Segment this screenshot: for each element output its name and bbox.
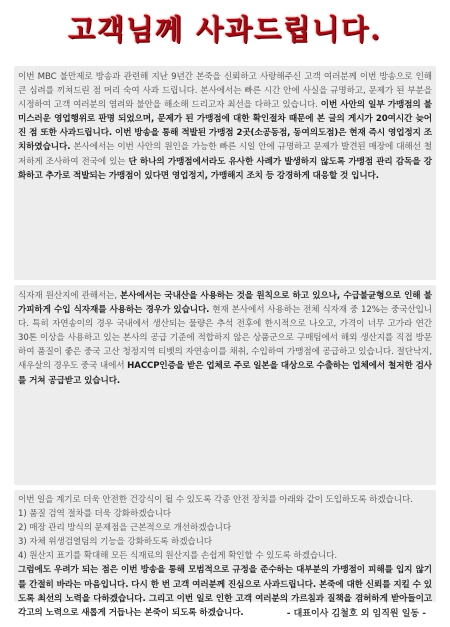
signature: - 대표이사 김철호 외 임직원 일동 - xyxy=(286,609,426,619)
measures-intro: 이번 일을 계기로 더욱 안전한 건강식이 될 수 있도록 각종 안전 장치를 아래와 같이 도입하도록 하겠습니다. xyxy=(18,495,413,505)
text-run: 이번 MBC 불만제로 방송과 관련해 지난 9년간 본죽을 신뢰하고 사랑해주신 고객 여러분께 이번 방송으로 인해 큰 심려를 끼쳐드린 점 머리 숙여 사과 드립니다. 본사에서는 빠른 시간 안에 사실을 규명하고, 문제가 된 부분을 시정하여 고객 여러분의 염려와 불안을 해소해 드리고자 최선을 다하고 있습니다. xyxy=(18,72,432,111)
text-run-bold: 본사에서는 국내산을 사용하는 것을 원칙으로 하고 있으나, 수급불균형으로 인해 불가피하게 수입 식자재를 사용하는 경우가 있습니다. xyxy=(18,291,432,316)
measure-item: 1) 품질 검역 절차를 더욱 강화하겠습니다 xyxy=(18,509,172,520)
page-title: 고객님께 사과드립니다. xyxy=(68,13,382,46)
measure-item: 2) 매장 관리 방식의 문제점을 근본적으로 개선하겠습니다 xyxy=(18,523,232,534)
text-run: 식자재 원산지에 관해서는, xyxy=(18,291,121,301)
measures-paragraph xyxy=(18,493,432,620)
text-run-bold: 이번 사안의 일부 가맹점의 불미스러운 영업행위로 판명 되었으며, 문제가 된 가맹점에 대한 확인절차 때문에 본 글의 게시가 20여시간 늦어진 점 또한 사과드립니다. 이번 방송을 통해 적발된 가맹점 2곳(소공동점, 동여의도점)은 현재 즉시 영업정지 조치하였습니다. xyxy=(18,100,432,153)
text-run-bold: 단 하나의 가맹점에서라도 유사한 사례가 발생하지 않도록 가맹점 관리 감독을 강화하고 추가로 적발되는 가맹점이 있다면 영업정지, 가맹해지 조치 등 강경하게 대응할 것 입니다. xyxy=(18,156,432,181)
measure-item: 3) 자체 위생검열팀의 기능을 강화하도록 하겠습니다 xyxy=(18,537,213,548)
text-run-bold: HACCP인증을 받은 업체로 주로 일본을 대상으로 수출하는 업체에서 철저한 검사를 거쳐 공급받고 있습니다. xyxy=(18,361,432,386)
text-run: 본사에서는 이번 사안의 원인을 가능한 빠른 시일 안에 규명하고 문제가 발견된 매장에 대해선 철저하게 조사하여 전국에 있는 xyxy=(18,142,432,167)
origin-paragraph xyxy=(18,289,432,388)
apology-paragraph xyxy=(18,70,432,183)
measure-item: 4) 원산지 표기를 확대해 모든 식재료의 원산지를 손쉽게 확인할 수 있도록 하겠습니다. xyxy=(18,551,338,562)
text-run: 현재 본사에서 사용하는 전체 식자재 중 12%는 중국산입니다. 특히 자연송이의 경우 국내에서 생산되는 물량은 추석 전후에 한시적으로 나오고, 가격이 너무 고가라 연간 30톤 이상을 사용하고 있는 본사의 공급 기준에 적합하지 않은 상품군으로 구매팀에서 해외 생산지를 직접 방문하여 품질이 좋은 중국 고산 청정지역 티벳의 자연송이를 채취, 수입하여 가맹점에 공급하고 있습니다. 절단낙지, 새우살의 경우도 중국 내에서 xyxy=(18,305,432,372)
closing-paragraph: 그럼에도 우려가 되는 점은 이번 방송을 통해 모범적으로 규정을 준수하는 대부분의 가맹점이 피해를 입지 않기를 간절히 바라는 마음입니다. 다시 한 번 고객 여러분께 진심으로 사과드립니다. 본죽에 대한 신뢰를 지킬 수 있도록 최선의 노력을 다하겠습니다. 그리고 이번 일로 인한 고객 여러분의 가르침과 질책을 겸허하게 받아들이고 각고의 노력으로 새롭게 거듭나는 본죽이 되도록 하겠습니다. xyxy=(18,565,432,618)
